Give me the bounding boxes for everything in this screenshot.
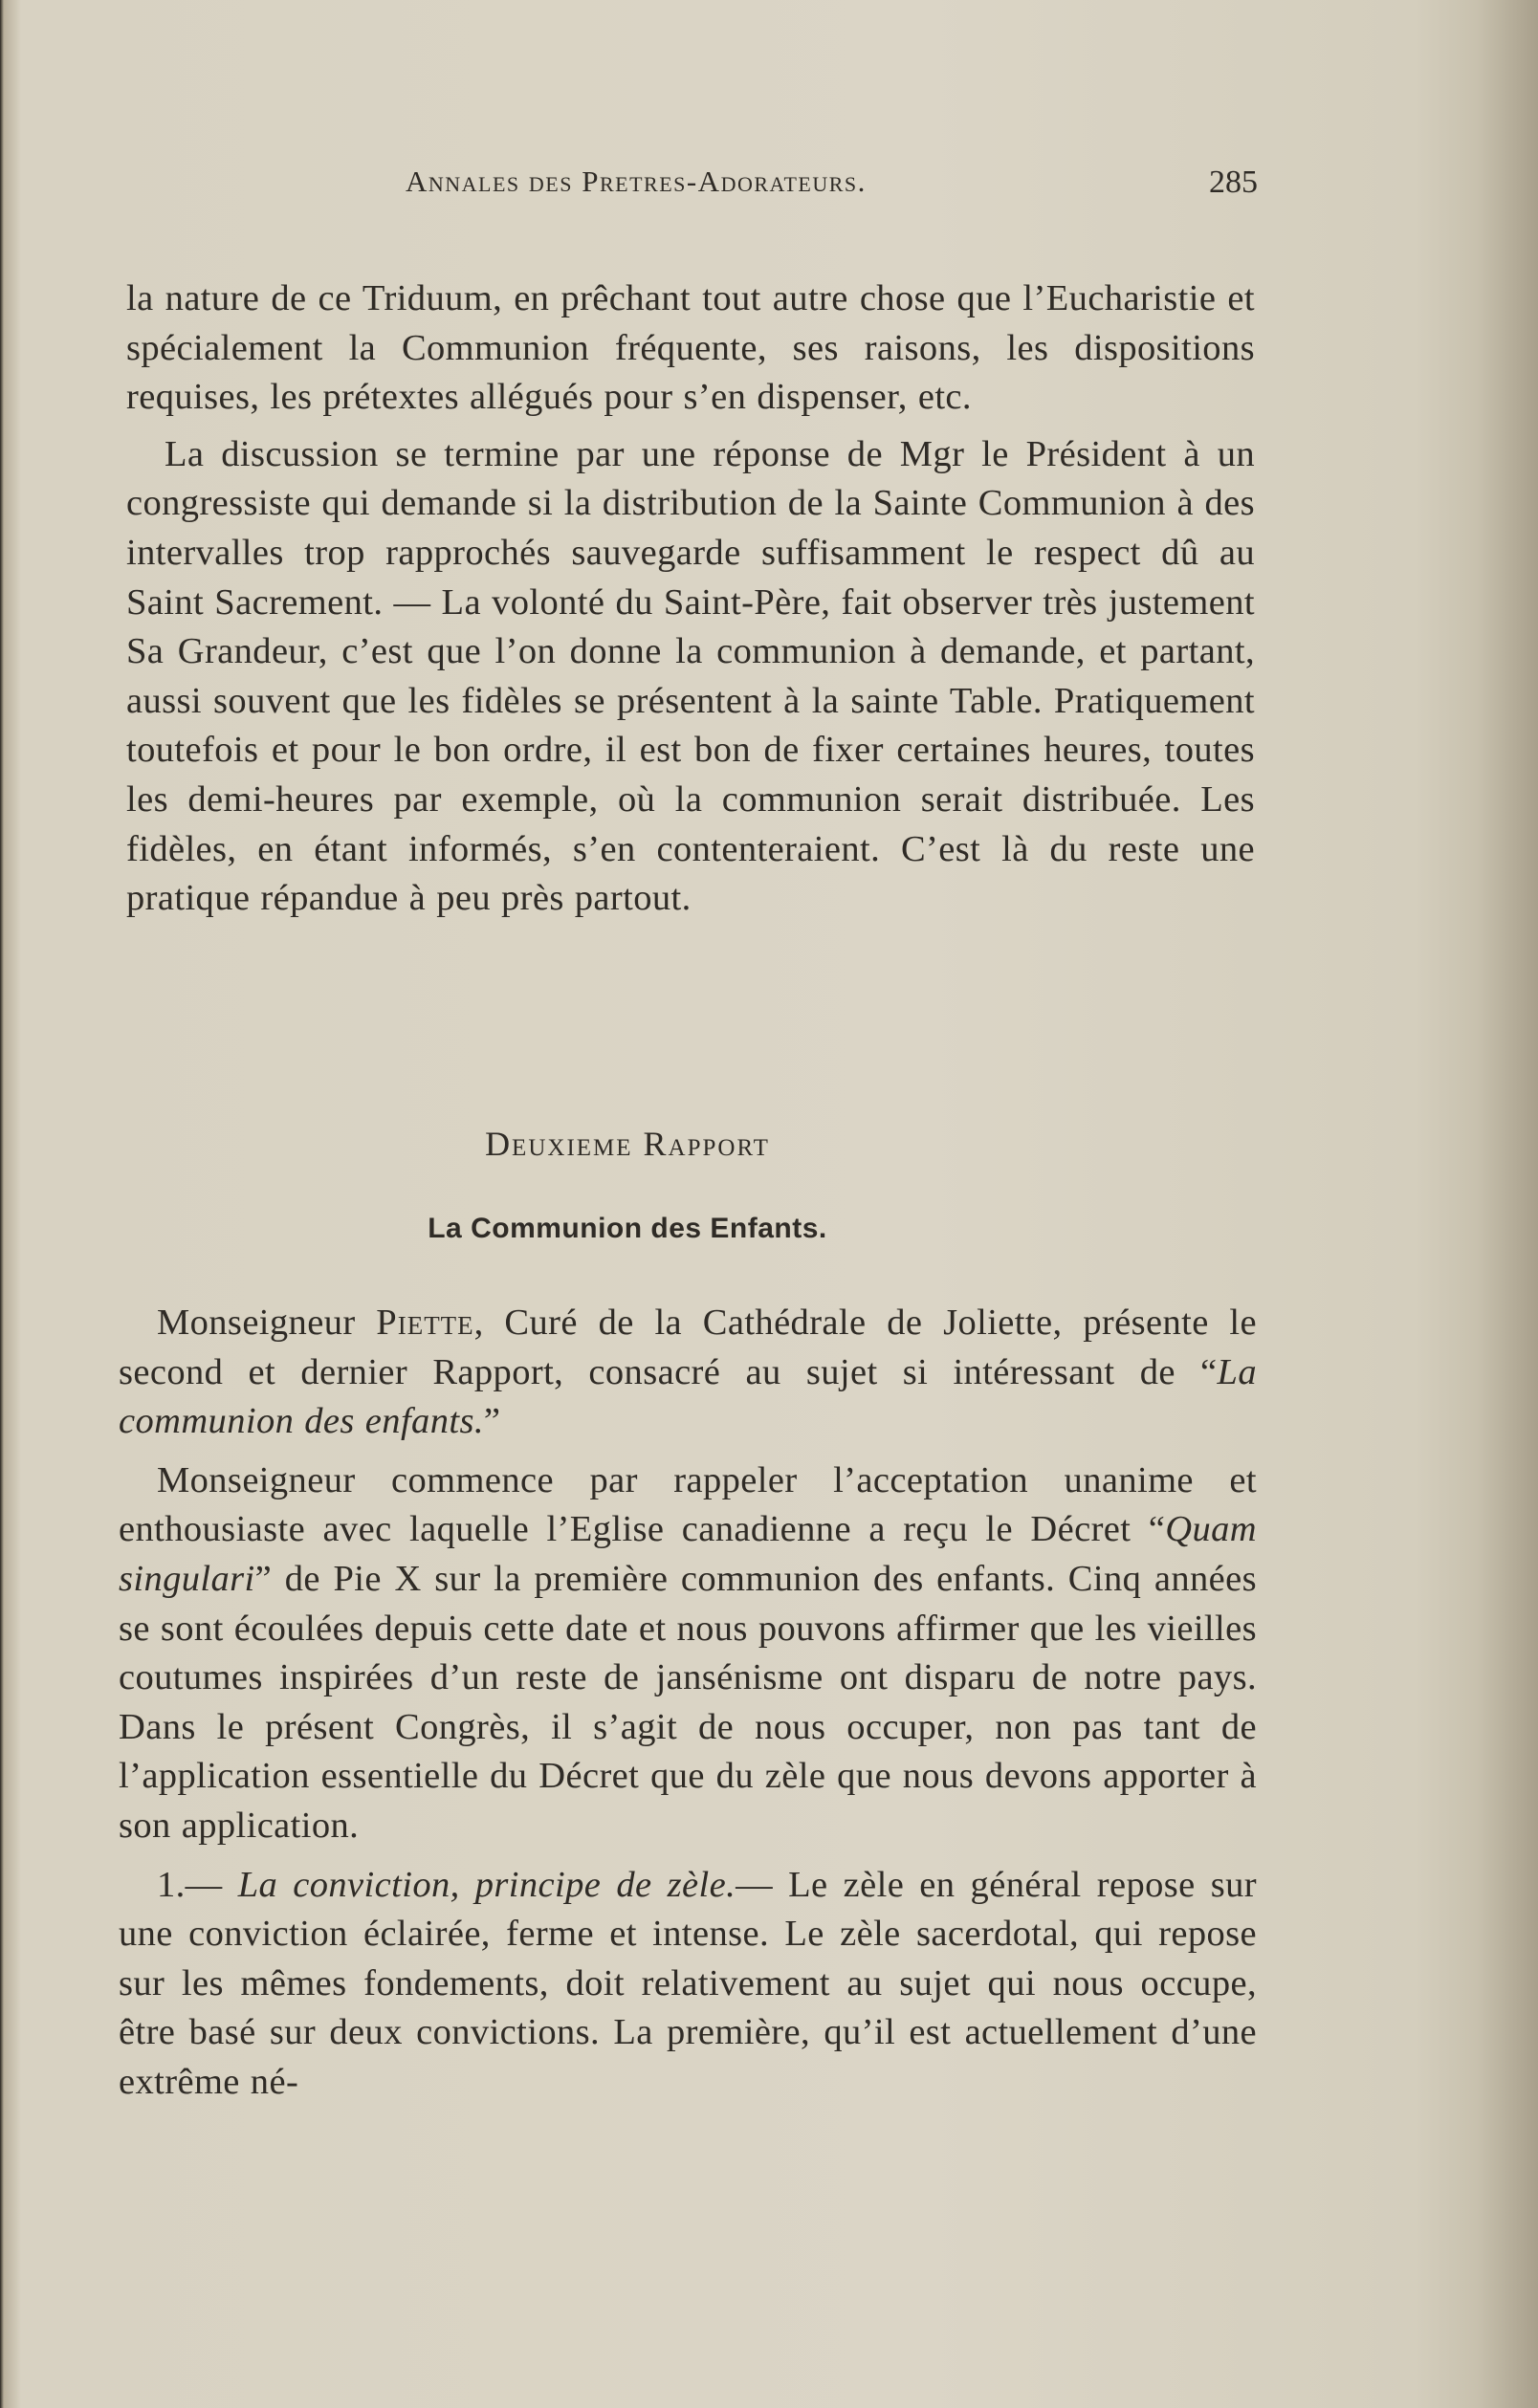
- paragraph-continued: la nature de ce Triduum, en prêchant tout autre chose que l’Eucharistie et spécialement la Communion fréquente, ses raisons, les dispositions requises, les prétextes allégués pour s’en dispenser, etc.: [126, 278, 1255, 418]
- text-run: Monseigneur commence par rappeler l’acceptation unanime et enthousiaste avec laquelle l’Eglise canadienne a reçu le Décret “: [119, 1459, 1257, 1550]
- person-name: Piette: [376, 1303, 474, 1343]
- text-run: , Curé de la Cathédrale de Joliette, présente le second et dernier Rapport, consacré au sujet si intéressant de “: [119, 1303, 1257, 1392]
- page-number: 285: [1209, 164, 1258, 200]
- section-subtitle: [121, 1213, 1249, 1245]
- paragraph-conviction: [119, 1861, 1257, 2108]
- paragraph-intro: [119, 1299, 1257, 1447]
- running-header: [121, 161, 1258, 208]
- section-1-body: [126, 274, 1255, 924]
- running-title: Annales des Pretres-Adorateurs.: [406, 164, 867, 198]
- text-run: — Le zèle en général repose sur une conviction éclairée, ferme et intense. Le zèle sacerdotal, qui repose sur les mêmes fondements, doit relativement au sujet qui nous occupe, être basé sur deux convictions. La première, qu’il est actuellement d’une extrême né-: [119, 1864, 1257, 2102]
- page-content: [121, 0, 1278, 2408]
- text-run: ” de Pie X sur la première communion des enfants. Cinq années se sont écoulées depuis cette date et nous pouvons affirmer que les vieilles coutumes inspirées d’un reste de jansénisme ont disparu de notre pays. Dans le présent Congrès, il s’agit de nous occuper, non pas tant de l’application essentielle du Décret que du zèle que nous devons apporter à son application.: [119, 1558, 1257, 1846]
- paragraph-discussion: La discussion se termine par une réponse de Mgr le Président à un congressiste qui demande si la distribution de la Sainte Communion à des intervalles trop rapprochés sauvegarde suffisamment le respect dû au Saint Sacrement. — La volonté du Saint-Père, fait observer très justement Sa Grandeur, c’est que l’on donne la communion à demande, et partant, aussi souvent que les fidèles se présentent à la sainte Table. Pratiquement toutefois et pour le bon ordre, il est bon de fixer certaines heures, toutes les demi-heures par exemple, où la communion serait distribuée. Les fidèles, en étant informés, s’en contenteraient. C’est là du reste une pratique répandue à peu près partout.: [126, 433, 1255, 919]
- text-run: Monseigneur: [157, 1303, 377, 1343]
- section-2-body: [119, 1299, 1257, 2108]
- section-title: Deuxieme Rapport: [485, 1125, 770, 1163]
- paragraph-decree: [119, 1456, 1257, 1851]
- item-number: 1.—: [157, 1864, 238, 1905]
- text-run: ”: [483, 1401, 501, 1442]
- decree-title: Quam singulari: [119, 1509, 1257, 1599]
- item-heading: La conviction, principe de zèle.: [237, 1864, 736, 1905]
- section-heading: [121, 1124, 1249, 1164]
- report-title: La communion des enfants.: [119, 1351, 1257, 1442]
- section-subtitle-text: La Communion des Enfants.: [428, 1213, 827, 1244]
